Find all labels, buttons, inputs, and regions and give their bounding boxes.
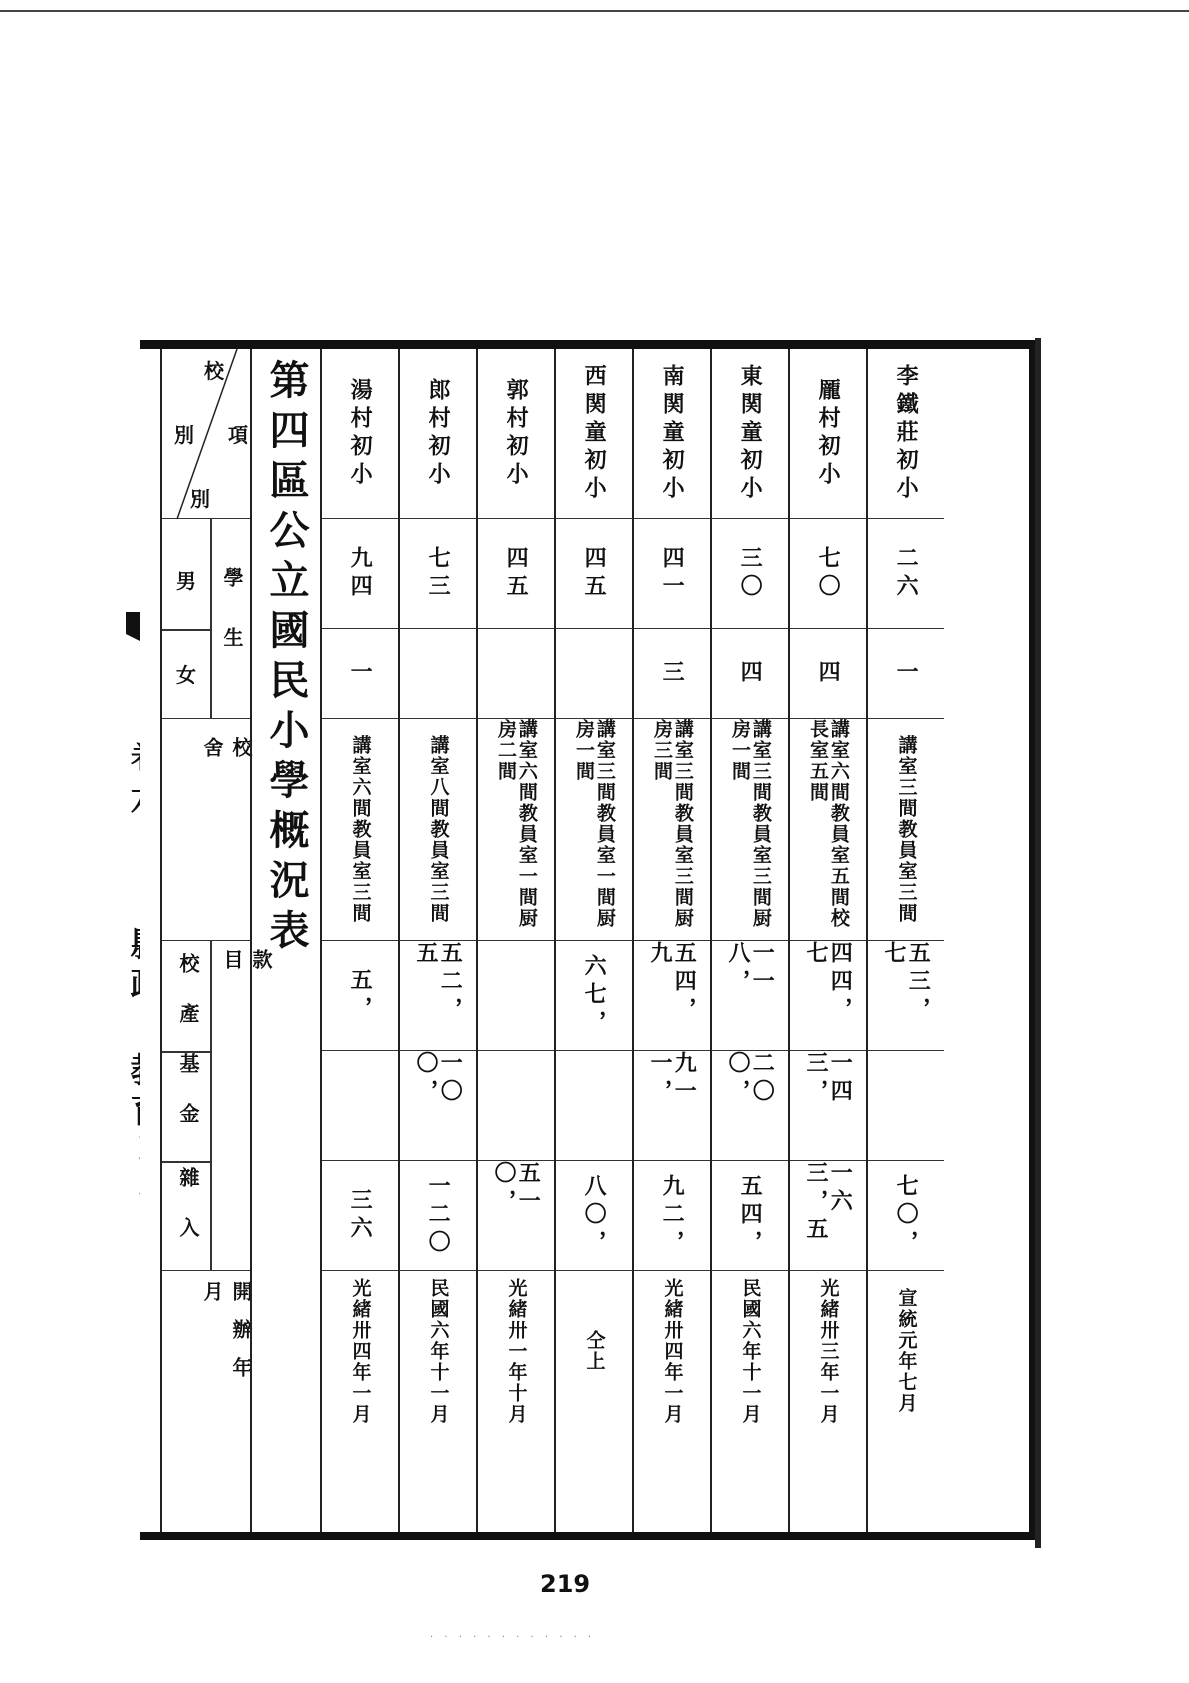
cell-male [868, 519, 944, 629]
male-value: 七三 [425, 545, 452, 602]
cell-female [712, 629, 788, 719]
cell-endowment [634, 1051, 710, 1161]
property-value: 五二，五 [413, 941, 464, 1025]
building-value: 講室三間教員室一間厨房一間 [573, 719, 616, 929]
misc-value: 七〇， [893, 1173, 920, 1258]
cell-building [478, 719, 554, 941]
cell-male [556, 519, 632, 629]
property-value: 五， [347, 967, 374, 1024]
building-value: 講室三間教員室三間厨房一間 [729, 719, 772, 929]
building-label: 校舍 [200, 737, 253, 887]
name-value: 李鐵莊初小 [893, 363, 920, 504]
founded-value: 民國六年十一月 [739, 1277, 762, 1425]
corner-item-label: 項 [228, 423, 248, 447]
cell-misc [400, 1161, 476, 1271]
school-column [788, 349, 866, 1532]
property-value: 六七， [581, 953, 608, 1038]
cell-female [322, 629, 398, 719]
male-value: 九四 [347, 545, 374, 602]
cell-misc [556, 1161, 632, 1271]
cell-misc [322, 1161, 398, 1271]
endowment-value: 二〇〇， [725, 1051, 776, 1107]
cell-founded [478, 1271, 554, 1431]
building-header [162, 719, 253, 941]
cell-property [556, 941, 632, 1051]
cell-property [322, 941, 398, 1051]
name-value: 龎村初小 [815, 377, 842, 490]
cell-building [790, 719, 866, 941]
cell-name [712, 349, 788, 519]
cell-female [556, 629, 632, 719]
cell-endowment [712, 1051, 788, 1161]
cell-property [634, 941, 710, 1051]
cell-founded [400, 1271, 476, 1431]
male-value: 三〇 [737, 545, 764, 602]
cell-misc [790, 1161, 866, 1271]
name-value: 東関童初小 [737, 363, 764, 504]
property-value: 五三，七 [881, 941, 932, 1025]
cell-male [322, 519, 398, 629]
female-value: 一 [347, 659, 374, 688]
cell-misc [478, 1161, 554, 1271]
misc-value: 一二〇 [425, 1173, 452, 1258]
cell-misc [868, 1161, 944, 1271]
misc-value: 一六三，五 [803, 1161, 854, 1245]
cell-founded [868, 1271, 944, 1431]
cell-misc [712, 1161, 788, 1271]
school-column [866, 349, 944, 1532]
cell-female [478, 629, 554, 719]
property-value: 一一八， [725, 941, 776, 997]
cell-endowment [478, 1051, 554, 1161]
founded-value: 仝上 [583, 1330, 606, 1372]
property-value: 五四，九 [647, 941, 698, 1025]
founded-value: 光緒卅四年一月 [661, 1277, 684, 1425]
cell-name [400, 349, 476, 519]
school-column [476, 349, 554, 1532]
male-value: 二六 [893, 545, 920, 602]
cell-name [478, 349, 554, 519]
students-label: 學生 [220, 567, 244, 687]
cell-founded [790, 1271, 866, 1431]
cell-building [400, 719, 476, 941]
female-value: 一 [893, 659, 920, 688]
misc-value: 三六 [347, 1187, 374, 1244]
name-value: 南関童初小 [659, 363, 686, 504]
cell-male [634, 519, 710, 629]
building-value: 講室六間教員室三間 [349, 735, 372, 924]
cell-founded [634, 1271, 710, 1431]
misc-value: 五一〇， [491, 1161, 542, 1217]
funds-header [162, 941, 273, 1271]
cell-founded [322, 1271, 398, 1431]
building-value: 講室八間教員室三間 [427, 735, 450, 924]
cell-male [712, 519, 788, 629]
table-title-text: 第四區公立國民小學概況表 [263, 359, 310, 959]
female-value: 四 [737, 659, 764, 688]
cell-male [478, 519, 554, 629]
cell-female [400, 629, 476, 719]
cell-female [634, 629, 710, 719]
endowment-value: 一四三， [803, 1051, 854, 1107]
founded-value: 光緒卅四年一月 [349, 1277, 372, 1425]
name-value: 郎村初小 [425, 377, 452, 490]
building-value: 講室六間教員室五間校長室五間 [807, 719, 850, 929]
name-value: 湯村初小 [347, 377, 374, 490]
misc-value: 九二， [659, 1173, 686, 1258]
cell-building [712, 719, 788, 941]
school-column [320, 349, 398, 1532]
corner-cell [162, 349, 250, 519]
cell-endowment [400, 1051, 476, 1161]
top-rule [0, 10, 1189, 12]
cell-building [868, 719, 944, 941]
corner-school-label: 校 [204, 359, 224, 383]
cell-property [400, 941, 476, 1051]
cell-endowment [868, 1051, 944, 1161]
cell-misc [634, 1161, 710, 1271]
header-column [160, 349, 273, 1532]
building-value: 講室六間教員室一間厨房二間 [495, 719, 538, 929]
founded-value: 光緒卅一年十月 [505, 1277, 528, 1425]
cell-founded [712, 1271, 788, 1431]
female-value: 三 [659, 659, 686, 688]
property-value: 四四，七 [803, 941, 854, 1025]
male-value: 四五 [503, 545, 530, 602]
endowment-value: 一〇〇， [413, 1051, 464, 1107]
founded-value: 民國六年十一月 [427, 1277, 450, 1425]
table-title [252, 349, 320, 1532]
cell-male [400, 519, 476, 629]
male-value: 七〇 [815, 545, 842, 602]
cell-name [868, 349, 944, 519]
male-label: 男 [176, 569, 196, 593]
founded-value: 宣統元年七月 [895, 1288, 918, 1414]
endowment-value: 九一一， [647, 1051, 698, 1107]
cell-property [790, 941, 866, 1051]
male-value: 四五 [581, 545, 608, 602]
cell-name [322, 349, 398, 519]
cell-property [478, 941, 554, 1051]
cell-endowment [790, 1051, 866, 1161]
cell-female [868, 629, 944, 719]
students-header [162, 519, 250, 719]
school-column [710, 349, 788, 1532]
cell-building [556, 719, 632, 941]
cell-endowment [556, 1051, 632, 1161]
cell-building [634, 719, 710, 941]
female-label: 女 [176, 663, 196, 687]
school-table [140, 340, 1035, 1540]
building-value: 講室三間教員室三間 [895, 735, 918, 924]
male-value: 四一 [659, 545, 686, 602]
name-value: 郭村初小 [503, 377, 530, 490]
title-column [250, 349, 320, 1532]
page-number: 219 [540, 1570, 591, 1598]
misc-value: 五四， [737, 1173, 764, 1258]
school-column [398, 349, 476, 1532]
name-value: 西関童初小 [581, 363, 608, 504]
cell-property [712, 941, 788, 1051]
misc-value: 八〇， [581, 1173, 608, 1258]
footer-scan-noise: · · · · · · · · · · · · [430, 1632, 596, 1643]
female-value: 四 [815, 659, 842, 688]
funds-label: 款目 [220, 949, 273, 1219]
school-property-label: 校產 [176, 953, 200, 1053]
cell-founded [556, 1271, 632, 1431]
cell-property [868, 941, 944, 1051]
cell-name [790, 349, 866, 519]
endowment-label: 基金 [176, 1053, 200, 1153]
corner-kind-label: 別 [174, 423, 194, 447]
school-column [554, 349, 632, 1532]
cell-male [790, 519, 866, 629]
cell-name [556, 349, 632, 519]
misc-income-label: 雜入 [176, 1167, 200, 1267]
cell-name [634, 349, 710, 519]
frame-shadow [1035, 338, 1041, 1548]
corner-kind-label-2: 別 [190, 487, 210, 511]
founded-header [162, 1271, 253, 1431]
school-column [632, 349, 710, 1532]
founded-value: 光緒卅三年一月 [817, 1277, 840, 1425]
founded-label: 開辦年月 [200, 1281, 253, 1395]
cell-endowment [322, 1051, 398, 1161]
cell-building [322, 719, 398, 941]
building-value: 講室三間教員室三間厨房三間 [651, 719, 694, 929]
cell-female [790, 629, 866, 719]
